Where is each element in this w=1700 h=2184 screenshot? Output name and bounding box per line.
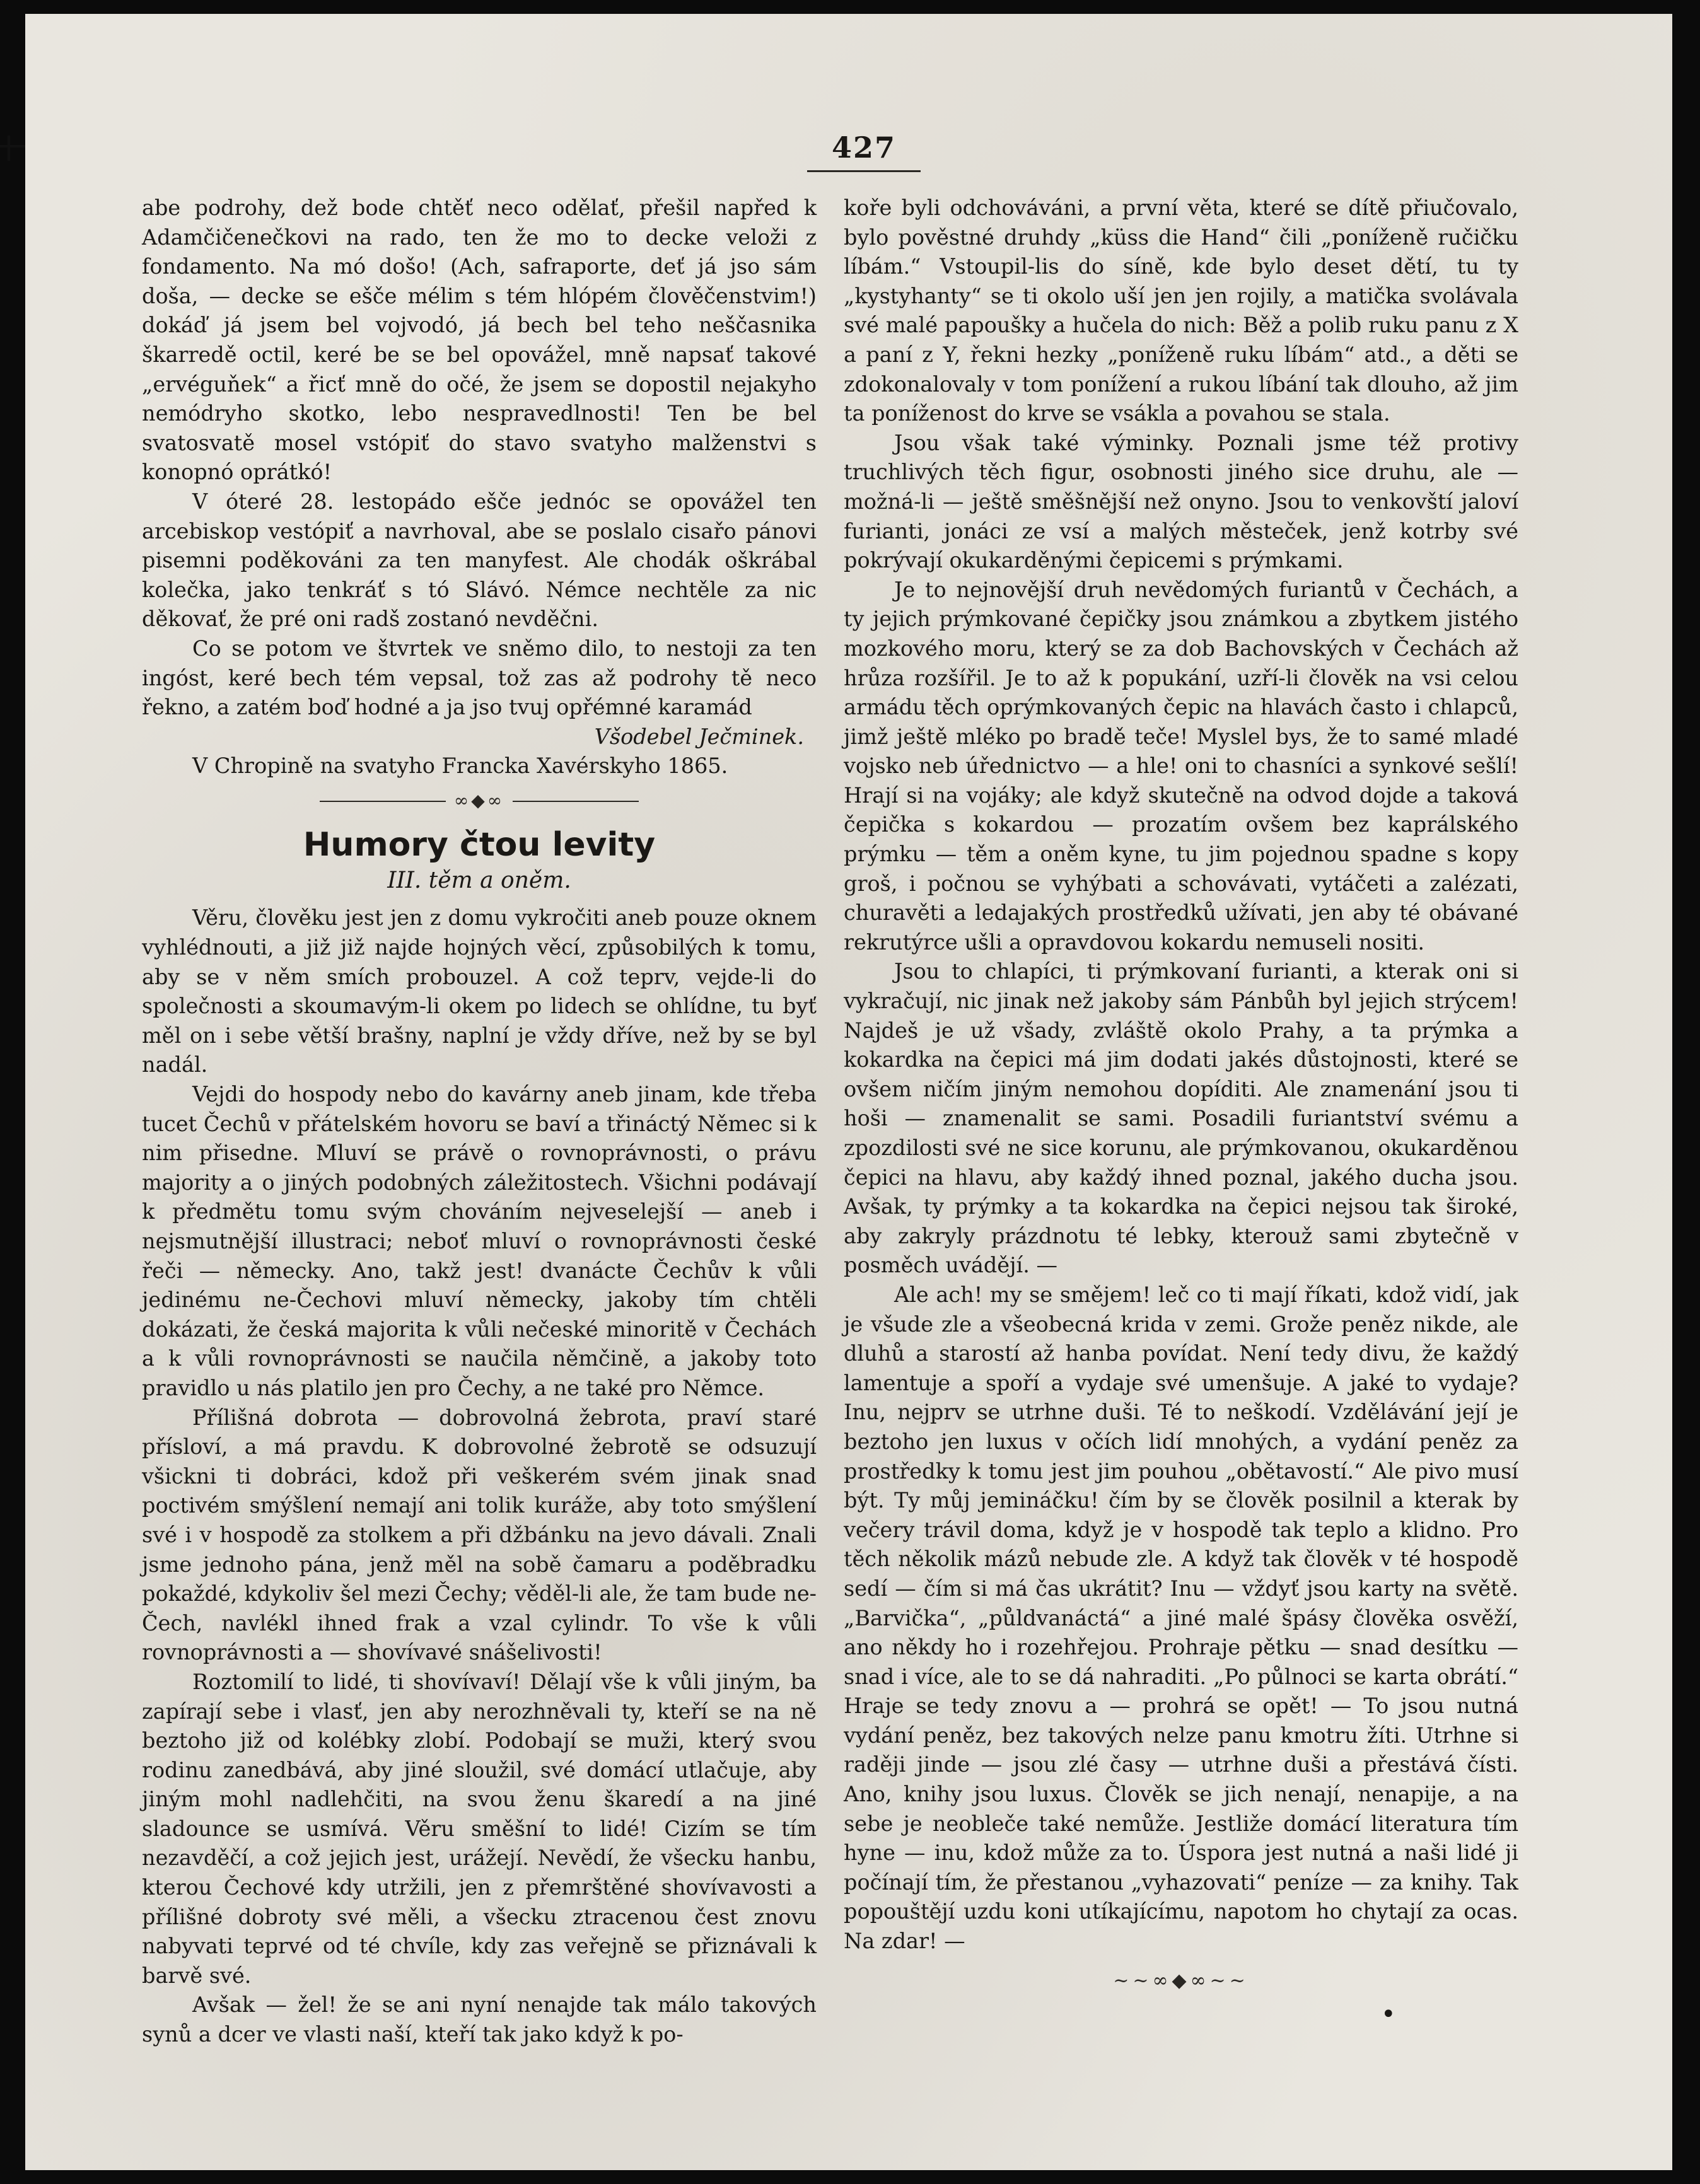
article-paragraph: Roztomilí to lidé, ti shovívaví! Dělají vše k vůli jiným, ba zapírají sebe i vlasť, jen aby nerozhněvali ty, kteří se na ně beztoho již od kolébky zlobí. Podobají se muži, který svou rodinu zanedbává, aby jiné sloužil, své domácí utlačuje, aby jiným mohl nadlehčiti, na svou ženu škaredí a na jiné sladounce se usmívá. Věru směšní to lidé! Cizím se tím nezavděčí, a což jejich jest, urážejí. Nevědí, že všecku hanbu, kterou Čechové kdy utržili, jen z přemrštěné shovívavosti a přílišné dobroty své měli, a všecku ztracenou čest znovu nabyvati teprvé od té chvíle, kdy zas veřejně se přiznávali k barvě své. — [142, 1669, 817, 1988]
article-paragraph: Je to nejnovější druh nevědomých furiantů v Čechách, a ty jejich prýmkované čepičky jsou známkou a zbytkem jistého mozkového moru, který se za dob Bachovských v Čechách až hrůza rozšířil. Je to až k popukání, uzří-li člověk na vsi celou armádu těch oprýmkovaných čepic na hlavách často i chlapců, jimž ještě mléko po bradě teče! Myslel bys, že to samé mladé vojsko neb úřednictvo — a hle! oni to chasníci a synkové sešlí! Hrají si na vojáky; ale když skutečně na odvod dojde a taková čepička s kokardou — prozatím ovšem bez kaprálského prýmku — těm a oněm kyne, tu jim pojednou spadne s kopy groš, i počnou se vyhýbati a schovávati, vytáčeti a zalézati, churavěti a ledajakých prostředků užívati, jen aby té obávané rekrutýrce ušli a opravdovou kokardu nemuseli nositi. — [844, 577, 1518, 955]
section-divider-ornament — [142, 786, 817, 816]
letter-paragraph: Co se potom ve štvrtek ve sněmo dilo, to nestoji za ten ingóst, keré bech tém vepsal, tož zas až podrohy tě neco řekno, a zatém boď hodné a ja jso tvuj opřémné karamád — [142, 636, 817, 720]
letter-signature: Všodebel Ječminek. — [594, 724, 804, 749]
section-title: Humory čtou levity — [303, 826, 656, 864]
article-paragraph: Jsou to chlapíci, ti prýmkovaní furianti, a kterak oni si vykračují, nic jinak než jakoby sám Pánbůh byl jejich strýcem! Najdeš je už všady, zvláště okolo Prahy, a ta prýmka a kokardka na čepici má jim dodati jakés důstojnosti, které se ovšem ničím jiným nemohou dopíditi. Ale znamenání jsou ti hoši — znamenalit se sami. Posadili furiantství svému a zpozdilosti své ne sice korunu, ale prýmkovanou, okukarděnou čepici na hlavu, aby každý ihned poznal, jakého ducha jsou. Avšak, ty prýmky a ta kokardka na čepici nejsou tak široké, aby zakryly prázdnotu té lebky, kterouž sami zbytečně v posměch uvádějí. — — [844, 959, 1518, 1278]
bottom-mark: • — [1381, 2000, 1396, 2029]
letter-paragraph: abe podrohy, dež bode chtěť neco odělať, přešil napřed k Adamčičenečkovi na rado, ten že mo to decke veloži z fondamento. Na mó došo! (Ach, safraporte, deť já jso sám doša, — decke se ešče mélim s tém hlópém člověčenstvim!) dokáď já jsem bel vojvodó, já bech bel teho neščasnika škarredě octil, keré be se bel opovážel, mně napsať takové „ervéguňek“ a řicť mně do očé, že jsem se dopostil nejakyho nemódryho skotko, lebo nespravedlnosti! Ten be bel svatosvatě mosel vstópiť do stavo svatyho malženstvi s konopnó oprátkó! — [142, 195, 817, 485]
end-ornament: ~~∞◆∞~~ — [1113, 1969, 1249, 1992]
left-column — [142, 194, 817, 2050]
article-paragraph: Přílišná dobrota — dobrovolná žebrota, praví staré přísloví, a má pravdu. K dobrovolné žebrotě se odsuzují všickni ti dobráci, kdož při veškerém svém jinak snad poctivém smýšlení nemají ani tolik kuráže, aby toto smýšlení své i v hospodě za stolkem a při džbánku na jevo dávali. Znali jsme jednoho pána, jenž měl na sobě čamaru a poděbradku pokaždé, kdykoliv šel mezi Čechy; věděl-li ale, že tam bude ne-Čech, navlékl ihned frak a vzal cylindr. To vše k vůli rovnoprávnosti a — shovívavé snášelivosti! — [142, 1405, 817, 1665]
divider-flourish: ∞◆∞ — [453, 789, 505, 811]
article-paragraph: Jsou však také výminky. Poznali jsme též protivy truchlivých těch figur, osobnosti jiného sice druhu, ale — možná-li — ještě směšnější než onyno. Jsou to venkovští jaloví furianti, jonáci ze vsí a malých městeček, jenž kotrby své pokrývají okukarděnými čepicemi s prýmkami. — [844, 430, 1518, 573]
article-paragraph: Ale ach! my se smějem! leč co ti mají říkati, kdož vidí, jak je všude zle a všeobecná krida v zemi. Grože peněz nikde, ale dluhů a starostí až hanba povídat. Není tedy divu, že každý lamentuje a spoří a vydaje své umenšuje. A jaké to vydaje? Inu, nejprv se utrhne duši. Té to neškodí. Vzdělávání její je beztoho jen luxus v očích lidí mnohých, a vydání peněz za prostředky k tomu jest jim pouhou „obětavostí.“ Ale pivo musí být. Ty můj jemináčku! čím by se člověk posilnil a kterak by večery trávil doma, když je v hospodě tak teplo a klidno. Pro těch několik mázů nebude zle. A když tak člověk v té hospodě sedí — čím si má čas ukrátit? Inu — vždyť jsou karty na světě. „Barvička“, „půldvanáctá“ a jiné malé špásy člověka osvěží, ano někdy ho i rozehřejou. Prohraje pětku — snad desítku — snad i více, ale to se dá nahraditi. „Po půlnoci se karta obrátí.“ Hraje se tedy znovu a — prohrá se opět! — To jsou nutná vydání peněz, bez takových nelze panu kmotru žíti. Utrhne si raději jinde — jsou zlé časy — utrhne duši a přestává čísti. Ano, knihy jsou luxus. Člověk se jich nenají, nenapije, a na sebe je neobleče také nemůže. Jestliže domácí literatura tím hyne — inu, kdož může za to. Úspora jest nutná a naši lidé ji počínají tím, že přestanou „vyhazovati“ peníze — za knihy. Tak popouštějí uzdu koni utíkajícímu, napotom ho chytají za ocas. Na zdar! — — [844, 1282, 1518, 1954]
article-paragraph: Avšak — žel! že se ani nyní nenajde tak málo takových synů a dcer ve vlasti naší, kteří tak jako když k po- — [142, 1992, 817, 2047]
crop-mark — [0, 145, 25, 148]
article-paragraph: koře byli odchováváni, a první věta, které se dítě přiučovalo, bylo pověstné druhdy „küss die Hand“ čili „poníženě ručičku líbám.“ Vstoupil-lis do síně, kde bylo deset dětí, tu ty „kystyhanty“ se ti okolo uší jen jen rojily, a matička svolávala své malé papoušky a hučela do nich: Běž a polib ruku panu z X a paní z Y, řekni hezky „poníženě ruku líbám“ atd., a děti se zdokonalovaly v tom ponížení a rukou líbání tak dlouho, až jim ta poníženost do krve se vsákla a povahou se stala. — [844, 195, 1518, 426]
divider-line — [320, 801, 446, 802]
page-number-rule — [807, 170, 921, 172]
article-paragraph: Věru, člověku jest jen z domu vykročiti aneb pouze oknem vyhlédnouti, a již již najde hojných věcí, způsobilých k tomu, aby se v něm smích probouzel. A což teprv, vejde-li do společnosti a skoumavým-li okem po lidech se ohlídne, tu byť měl on i sebe větší brašny, naplní je vždy dříve, než by se byl nadál. — [142, 905, 817, 1077]
article-paragraph: Vejdi do hospody nebo do kavárny aneb jinam, kde třeba tucet Čechů v přátelském hovoru se baví a třináctý Němec si k nim přisedne. Mluví se právě o rovnoprávnosti, o právu majority a o jiných podobných záležitostech. Všichni podávají k předmětu tomu svým chováním nejveselejší — aneb i nejsmutnější illustraci; neboť mluví o rovnoprávnosti české řeči — německy. Ano, takž jest! dvanácte Čechův k vůli jedinému ne-Čechovi mluví německy, jakoby tím chtěli dokázati, že česká majorita k vůli nečeské minoritě v Čechách a k vůli rovnoprávnosti se naučila němčině, a jakoby toto pravidlo u nás platilo jen pro Čechy, a ne také pro Němce. — [142, 1082, 817, 1400]
letter-dateline: V Chropině na svatyho Francka Xavérskyho 1865. — [192, 753, 728, 779]
letter-paragraph: V óteré 28. lestopádo ešče jednóc se opovážel ten arcebiskop vestópiť a navrhoval, abe se poslalo cisařo pánovi pisemni poděkováni za ten manyfest. Ale chodák oškrábal kolečka, jako tenkráť s tó Slávó. Némce nechtěle za nic děkovať, že pré oni radš zostanó nevděčni. — [142, 489, 817, 632]
section-subtitle: III. těm a oněm. — [387, 868, 571, 894]
newspaper-page — [25, 14, 1672, 2170]
right-column — [844, 194, 1518, 1995]
page-number: 427 — [831, 131, 897, 165]
divider-line — [513, 801, 639, 802]
crop-mark — [8, 136, 10, 161]
